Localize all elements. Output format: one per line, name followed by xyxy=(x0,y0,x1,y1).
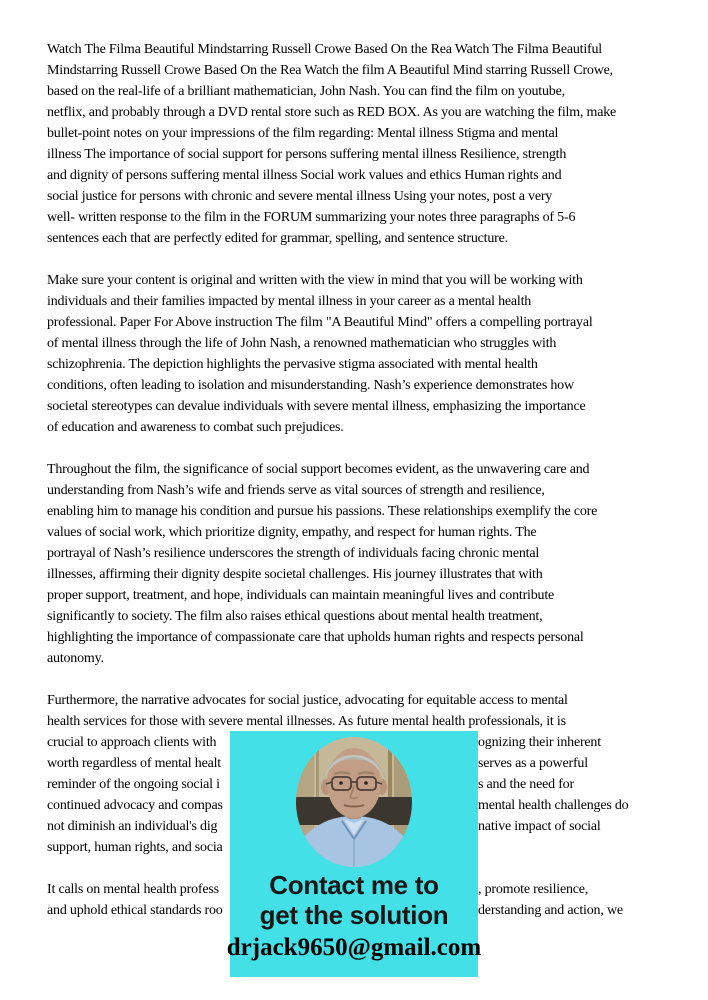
paragraph xyxy=(47,270,677,438)
text-line: of education and awareness to combat such prejudices. xyxy=(47,420,344,435)
text-fragment-left: reminder of the ongoing social i xyxy=(47,777,220,792)
text-line: based on the real-life of a brilliant mathematician, John Nash. You can find the film on youtube, xyxy=(47,84,565,99)
paragraph xyxy=(47,39,677,249)
text-line: social justice for persons with chronic and severe mental illness Using your notes, post a very xyxy=(47,189,553,204)
text-line: well- written response to the film in the FORUM summarizing your notes three paragraphs of 5-6 xyxy=(47,210,576,225)
text-line: and dignity of persons suffering mental illness Social work values and ethics Human rights and xyxy=(47,168,562,183)
text-line: schizophrenia. The depiction highlights the pervasive stigma associated with mental health xyxy=(47,357,538,372)
text-line: individuals and their families impacted by mental illness in your career as a mental health xyxy=(47,294,532,309)
text-line: health services for those with severe mental illnesses. As future mental health professionals, it is xyxy=(47,714,566,729)
text-fragment-right: native impact of social xyxy=(478,819,601,834)
text-fragment-left: continued advocacy and compas xyxy=(47,798,223,813)
text-fragment-left: not diminish an individual's dig xyxy=(47,819,218,834)
elderly-man-portrait-icon xyxy=(296,737,412,867)
text-line: netflix, and probably through a DVD rental store such as RED BOX. As you are watching the film, make xyxy=(47,105,617,120)
text-line: Watch The Filma Beautiful Mindstarring Russell Crowe Based On the Rea Watch The Filma Beautiful xyxy=(47,42,602,57)
text-line: illness The importance of social support for persons suffering mental illness Resilience, strength xyxy=(47,147,567,162)
text-line: Throughout the film, the significance of social support becomes evident, as the unwavering care and xyxy=(47,462,590,477)
promo-heading xyxy=(260,870,449,930)
text-line: societal stereotypes can devalue individuals with severe mental illness, emphasizing the importance xyxy=(47,399,586,414)
text-fragment-right: derstanding and action, we xyxy=(478,903,623,918)
text-line: autonomy. xyxy=(47,651,104,666)
text-fragment-left: crucial to approach clients with xyxy=(47,735,217,750)
text-fragment-right: s and the need for xyxy=(478,777,574,792)
text-line: sentences each that are perfectly edited for grammar, spelling, and sentence structure. xyxy=(47,231,508,246)
promo-heading-line1: Contact me to xyxy=(269,870,439,900)
text-line: conditions, often leading to isolation and misunderstanding. Nash’s experience demonstrates how xyxy=(47,378,574,393)
text-fragment-left: It calls on mental health profess xyxy=(47,882,219,897)
text-line: illnesses, affirming their dignity despite societal challenges. His journey illustrates that with xyxy=(47,567,543,582)
text-fragment-right: , promote resilience, xyxy=(478,882,589,897)
promo-heading-line2: get the solution xyxy=(259,900,449,930)
promo-overlay xyxy=(226,731,482,977)
text-line: portrayal of Nash’s resilience underscores the strength of individuals facing chronic mental xyxy=(47,546,540,561)
text-line: bullet-point notes on your impressions of the film regarding: Mental illness Stigma and mental xyxy=(47,126,559,141)
text-line: Make sure your content is original and written with the view in mind that you will be working with xyxy=(47,273,583,288)
text-line: of mental illness through the life of John Nash, a renowned mathematician who struggles with xyxy=(47,336,557,351)
text-fragment-right: ognizing their inherent xyxy=(478,735,601,750)
promo-email: drjack9650@gmail.com xyxy=(226,934,482,961)
text-line: professional. Paper For Above instruction The film "A Beautiful Mind" offers a compelling portrayal xyxy=(47,315,593,330)
text-fragment-left: and uphold ethical standards roo xyxy=(47,903,223,918)
text-line: highlighting the importance of compassionate care that upholds human rights and respects personal xyxy=(47,630,584,645)
text-line: Mindstarring Russell Crowe Based On the Rea Watch the film A Beautiful Mind starring Russell Crowe, xyxy=(47,63,613,78)
text-line: Furthermore, the narrative advocates for social justice, advocating for equitable access to mental xyxy=(47,693,568,708)
text-line: enabling him to manage his condition and pursue his passions. These relationships exemplify the core xyxy=(47,504,598,519)
text-line: significantly to society. The film also raises ethical questions about mental health treatment, xyxy=(47,609,543,624)
text-fragment-left: support, human rights, and socia xyxy=(47,840,223,855)
text-fragment-right: serves as a powerful xyxy=(478,756,588,771)
text-line: values of social work, which prioritize dignity, empathy, and respect for human rights. The xyxy=(47,525,537,540)
text-line: proper support, treatment, and hope, individuals can maintain meaningful lives and contribute xyxy=(47,588,555,603)
portrait-photo xyxy=(296,737,412,867)
text-fragment-left: worth regardless of mental healt xyxy=(47,756,221,771)
text-line: understanding from Nash’s wife and friends serve as vital sources of strength and resilience, xyxy=(47,483,545,498)
text-fragment-right: mental health challenges do xyxy=(478,798,629,813)
paragraph xyxy=(47,459,677,669)
